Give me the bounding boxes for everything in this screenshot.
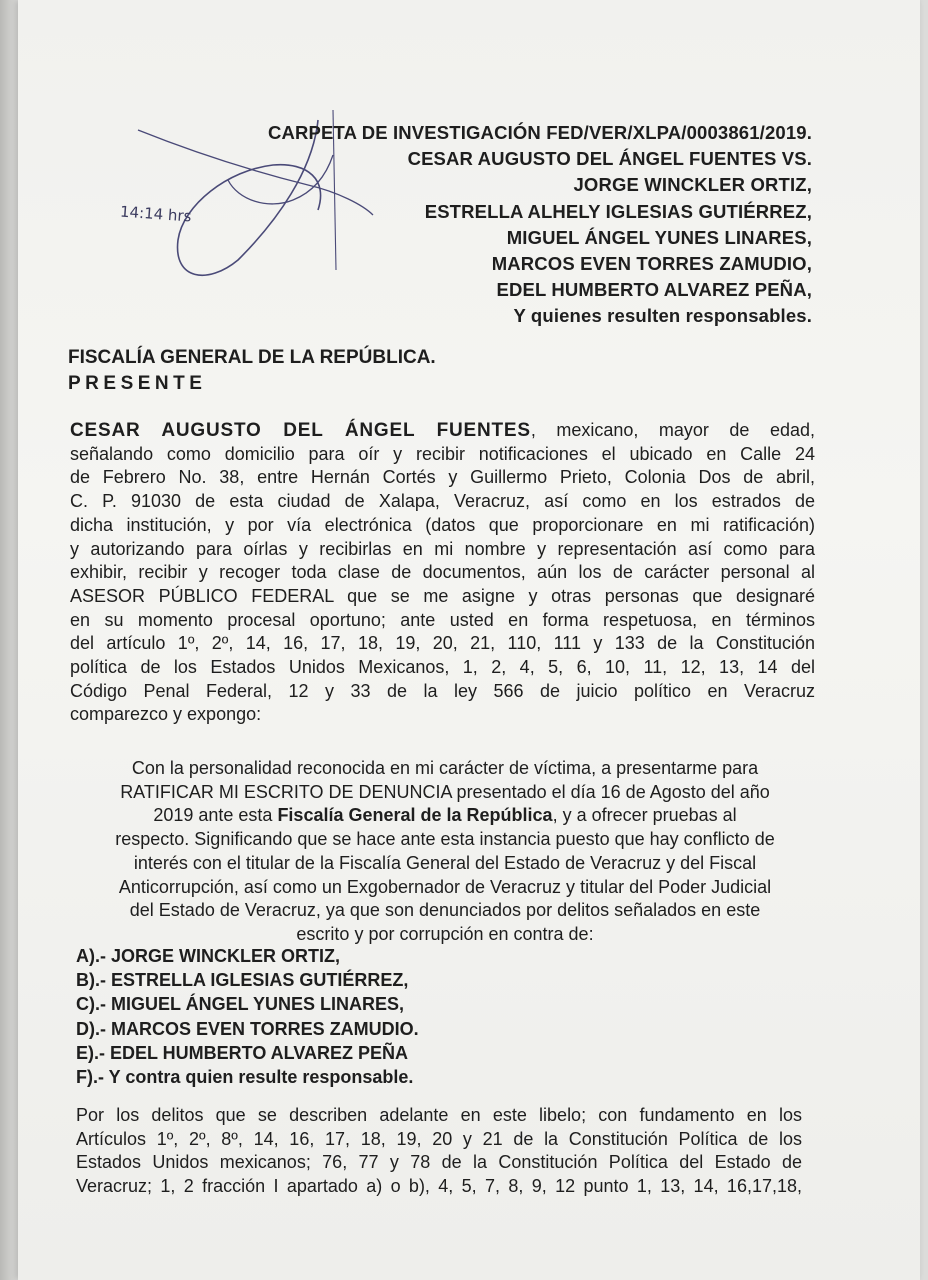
ratify-line3-post: , y a ofrecer pruebas al: [552, 805, 737, 826]
header-line: CARPETA DE INVESTIGACIÓN FED/VER/XLPA/0003861/2019.: [268, 122, 812, 143]
header-line: ESTRELLA ALHELY IGLESIAS GUTIÉRREZ,: [424, 200, 812, 222]
header-line: MARCOS EVEN TORRES ZAMUDIO,: [491, 253, 812, 275]
header-line: JORGE WINCKLER ORTIZ,: [573, 174, 812, 196]
intro-first-line-rest: , mexicano, mayor de edad,: [530, 420, 815, 440]
paragraph-line: exhibir, recibir y recoger toda clase de documentos, aún los de carácter personal al: [70, 562, 815, 583]
paragraph-line: política de los Estados Unidos Mexicanos, 1, 2, 4, 5, 6, 10, 11, 12, 13, 14 del: [70, 657, 815, 678]
paragraph-line: escrito y por corrupción en contra de:: [296, 923, 594, 944]
ratify-line3-pre: 2019 ante esta: [153, 805, 278, 826]
ratify-paragraph: [70, 757, 820, 947]
paragraph-line: de Febrero No. 38, entre Hernán Cortés y Guillermo Prieto, Colonia Dos de abril,: [70, 467, 815, 488]
case-header: [268, 120, 812, 330]
paragraph-line: del artículo 1º, 2º, 14, 16, 17, 18, 19, 20, 21, 110, 111 y 133 de la Constitución: [70, 633, 815, 654]
header-line: Y quienes resulten responsables.: [513, 305, 812, 327]
handwritten-time: 14:14 hrs: [119, 202, 193, 226]
intro-paragraph: [70, 419, 815, 727]
header-line: CESAR AUGUSTO DEL ÁNGEL FUENTES VS.: [407, 148, 812, 170]
list-item: A).- JORGE WINCKLER ORTIZ,: [76, 946, 340, 966]
addressee-name: FISCALÍA GENERAL DE LA REPÚBLICA.: [68, 347, 436, 368]
document-page: [18, 0, 920, 1280]
paragraph-line: Con la personalidad reconocida en mi carácter de víctima, a presentarme para: [131, 758, 759, 778]
list-item: F).- Y contra quien resulte responsable.: [76, 1067, 414, 1088]
accused-list: [76, 944, 419, 1089]
header-line: EDEL HUMBERTO ALVAREZ PEÑA,: [496, 279, 812, 301]
list-item: B).- ESTRELLA IGLESIAS GUTIÉRREZ,: [76, 970, 409, 991]
paragraph-line: comparezco y expongo:: [70, 704, 262, 725]
addressee-block: [68, 345, 436, 397]
paragraph-line: Anticorrupción, así como un Exgobernador de Veracruz y titular del Poder Judicial: [118, 876, 772, 897]
paragraph-line: Artículos 1º, 2º, 8º, 14, 16, 17, 18, 19, 20 y 21 de la Constitución Política de los: [76, 1128, 802, 1149]
paragraph-line: Código Penal Federal, 12 y 33 de la ley 566 de juicio político en Veracruz: [70, 680, 815, 701]
paragraph-line: Estados Unidos mexicanos; 76, 77 y 78 de la Constitución Política del Estado de: [76, 1152, 802, 1173]
crimes-paragraph: [76, 1104, 802, 1199]
addressee-greeting: PRESENTE: [68, 373, 207, 394]
paragraph-line: ASESOR PÚBLICO FEDERAL que se me asigne y otras personas que designaré: [70, 585, 815, 606]
paragraph-line: Por los delitos que se describen adelante en este libelo; con fundamento en los: [76, 1105, 802, 1125]
paragraph-line: señalando como domicilio para oír y recibir notificaciones el ubicado en Calle 24: [70, 443, 815, 464]
list-item: E).- EDEL HUMBERTO ALVAREZ PEÑA: [76, 1042, 409, 1063]
list-item: C).- MIGUEL ÁNGEL YUNES LINARES,: [76, 994, 405, 1015]
list-item: D).- MARCOS EVEN TORRES ZAMUDIO.: [76, 1018, 419, 1039]
header-line: MIGUEL ÁNGEL YUNES LINARES,: [506, 226, 812, 248]
paragraph-line: Veracruz; 1, 2 fracción I apartado a) o b), 4, 5, 7, 8, 9, 12 punto 1, 13, 14, 16,17,18,: [76, 1176, 802, 1197]
paragraph-line: dicha institución, y por vía electrónica (datos que proporcionare en mi ratificación): [70, 514, 815, 535]
intro-first-line: [70, 419, 815, 443]
paragraph-line: [70, 804, 820, 828]
complainant-name: CESAR AUGUSTO DEL ÁNGEL FUENTES: [70, 420, 531, 441]
paragraph-line: y autorizando para oírlas y recibirlas en mi nombre y representación así como para: [70, 538, 815, 559]
prosecutor-office-name: Fiscalía General de la República: [277, 805, 553, 826]
paragraph-line: del Estado de Veracruz, ya que son denunciados por delitos señalados en este: [129, 900, 761, 921]
paragraph-line: RATIFICAR MI ESCRITO DE DENUNCIA presentado el día 16 de Agosto del año: [120, 781, 770, 802]
paragraph-line: en su momento procesal oportuno; ante usted en forma respetuosa, en términos: [70, 609, 815, 630]
paragraph-line: respecto. Significando que se hace ante esta instancia puesto que hay conflicto de: [115, 829, 775, 850]
paragraph-line: C. P. 91030 de esta ciudad de Xalapa, Veracruz, así como en los estrados de: [70, 491, 815, 512]
paragraph-line: interés con el titular de la Fiscalía General del Estado de Veracruz y del Fiscal: [133, 852, 757, 873]
page-edge-shadow: [0, 0, 18, 1280]
